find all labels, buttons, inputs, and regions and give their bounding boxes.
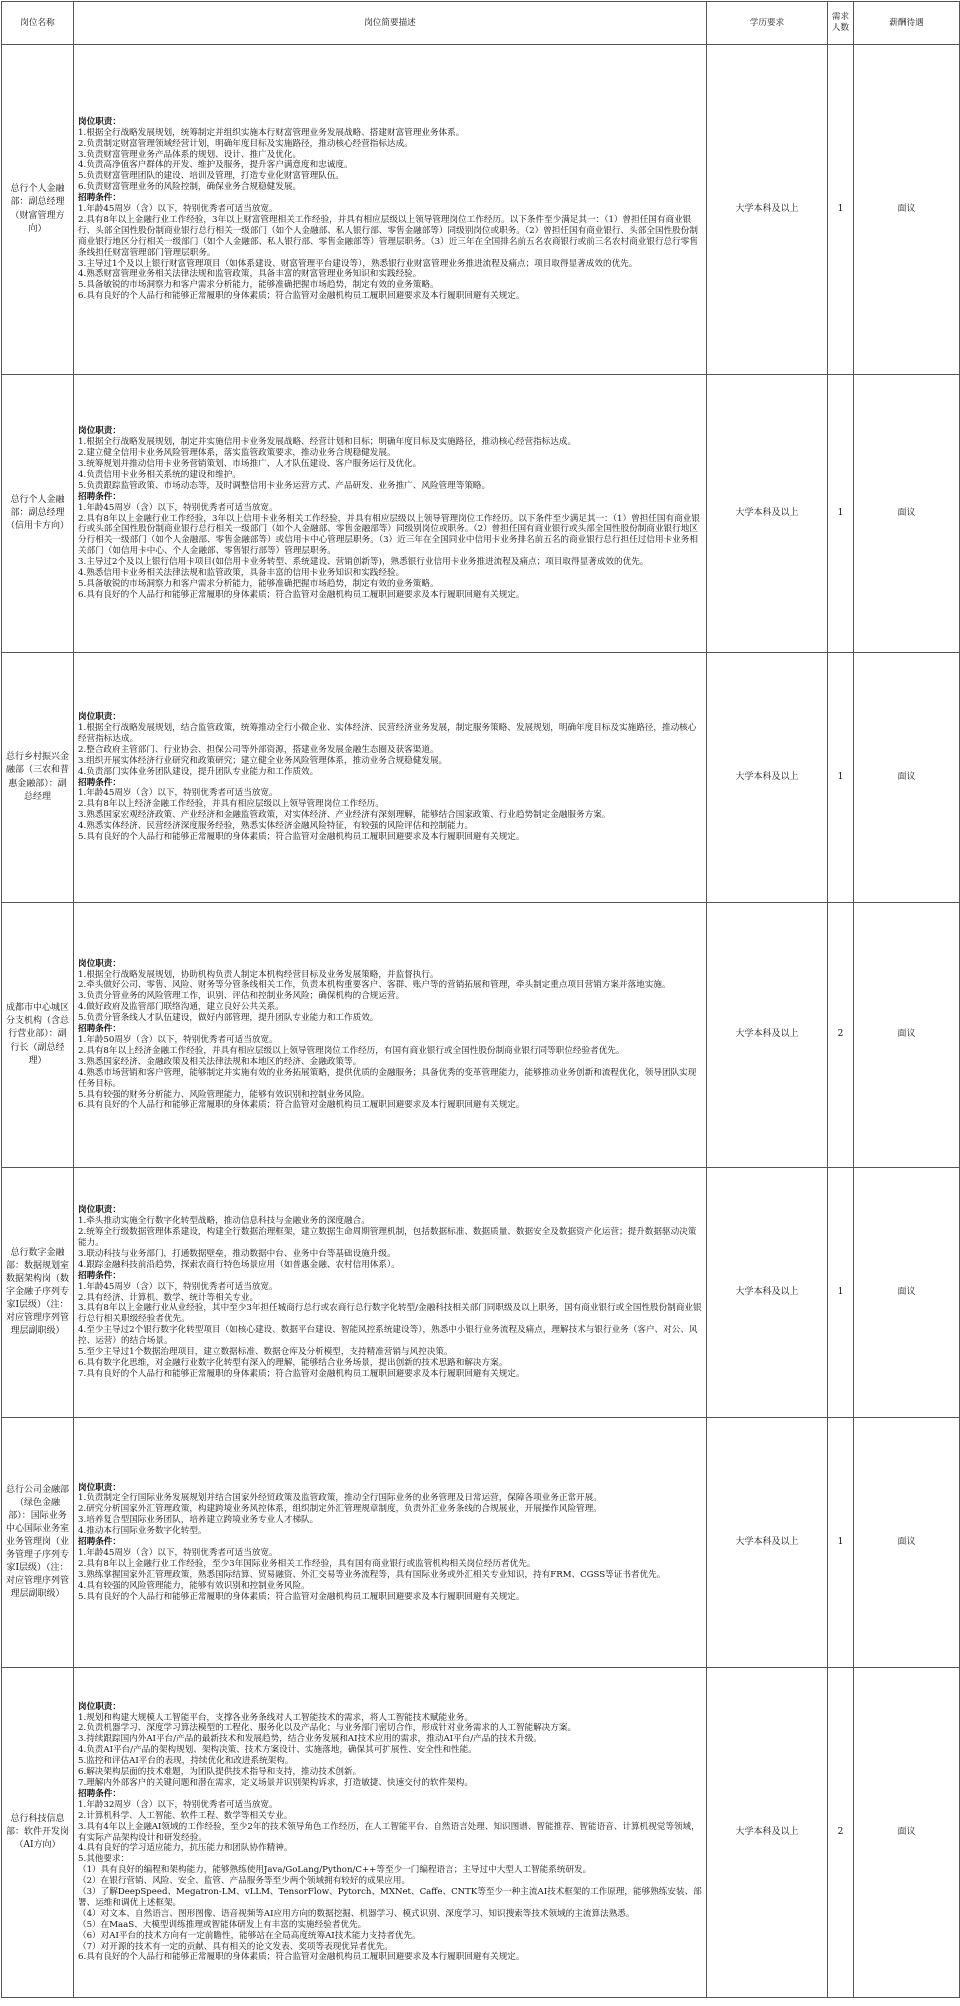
duty-item: 3.负责财富管理业务产品体系的规划、设计、推广及优化。 [78,149,302,160]
duty-item: 4.负责信用卡业务相关系统的建设和维护。 [78,469,241,480]
headcount: 1 [828,1168,854,1418]
table-row [2,1168,960,1418]
condition-item: 1.年龄50周岁（含）以下，特别优秀者可适当放宽。 [78,1035,278,1045]
salary: 面议 [854,1168,960,1418]
position-title: 总行科技信息部：软件开发岗（AI方向） [2,1668,74,1998]
duties-heading: 岗位职责： [78,426,121,437]
condition-item: 6.具有良好的个人品行和能够正常履职的身体素质；符合监管对金融机构员工履职回避要求及本行履职回避有关规定。 [78,1100,525,1111]
condition-item: 4.熟悉信用卡业务相关法律法规和监管政策，具备丰富的信用卡业务知识和实践经验。 [78,568,405,579]
duty-item: 1.根据全行战略发展规划，统筹制定并组织实施本行财富管理业务发展战略、搭建财富管理业务体系。 [78,127,465,138]
condition-item: 1.年龄45周岁（含）以下，特别优秀者可适当放宽。 [78,502,278,513]
condition-item: （7）对开源的技术有一定的贡献、具有相关的论文发表、奖项等表现优异者优先。 [78,1941,393,1952]
condition-item: 6.具有良好的个人品行和能够正常履职的身体素质；符合监管对金融机构员工履职回避要求及本行履职回避有关规定。 [78,1952,525,1963]
duty-item: 1.牵头推动实施全行数字化转型战略，推动信息科技与金融业务的深度融合。 [78,1216,370,1227]
condition-item: （6）对AI平台的技术方向有一定前瞻性，能够站在全局高度统筹AI技术能力支持者优先。 [78,1930,421,1941]
condition-item: 1.年龄45周岁（含）以下，特别优秀者可适当放宽。 [78,788,278,799]
condition-item: 5.具有良好的个人品行和能够正常履职的身体素质；符合监管对金融机构员工履职回避要求及本行履职回避有关规定。 [78,832,525,843]
duty-item: 2.负责机器学习、深度学习算法模型的工程化、服务化以及产品化；与业务部门密切合作，形成针对业务需求的人工智能解决方案。 [78,1723,577,1734]
duty-item: 3.联动科技与业务部门，打通数据壁垒，推动数据中台、业务中台等基础设施升级。 [78,1248,396,1259]
salary: 面议 [854,903,960,1168]
conditions-heading: 招聘条件： [78,193,121,204]
condition-item: 2.具有8年以上金融行业工作经验，至少3年国际业务相关工作经验，具有国有商业银行或监管机构相关岗位经历者优先。 [78,1558,536,1569]
condition-item: 3.熟悉国家经济、金融政策及相关法律法规和本地区的经济、金融政策等。 [78,1056,362,1067]
position-description [74,653,707,903]
condition-item: 6.具有数字化思维，对金融行业数字化转型有深入的理解，能够结合业务场景，提出创新的技术思路和解决方案。 [78,1357,508,1368]
condition-item: 5.具备敏锐的市场洞察力和客户需求分析能力，能够准确把握市场趋势，制定有效的业务策略。 [78,280,439,291]
header-description: 岗位简要描述 [74,2,707,45]
position-description [74,903,707,1168]
education-requirement: 大学本科及以上 [707,45,828,375]
salary: 面议 [854,1418,960,1668]
condition-item: 4.至少主导过2个银行数字化转型项目（如核心建设、数据平台建设、智能风控系统建设等），熟悉中小银行业务流程及痛点，理解技术与银行业务（客户、对公、风控、运营）的结合场景。 [78,1325,698,1347]
duty-item: 5.监控和评估AI平台的表现，持续优化和改进系统架构。 [78,1756,294,1767]
duty-item: 1.规划和构建大规模人工智能平台，支撑各业务条线对人工智能技术的需求，将人工智能技术赋能业务。 [78,1712,473,1723]
condition-item: 2.计算机科学、人工智能、软件工程、数学等相关专业。 [78,1810,293,1821]
conditions-heading: 招聘条件： [78,1788,121,1799]
duty-item: 3.持续跟踪国内外AI平台/产品的最新技术和发展趋势，结合业务发展和AI技术应用的需求，推动AI平台/产品的技术升级。 [78,1734,542,1745]
position-description [74,375,707,653]
salary: 面议 [854,653,960,903]
condition-item: （5）在MaaS、大模型训练推理或智能体研发上有丰富的实施经验者优先。 [78,1919,367,1930]
condition-item: 6.具有良好的个人品行和能够正常履职的身体素质；符合监管对金融机构员工履职回避要求及本行履职回避有关规定。 [78,291,525,302]
duty-item: 1.根据全行战略发展规划，制定并实施信用卡业务发展战略、经营计划和目标；明确年度目标及实施路径，推动核心经营指标达成。 [78,437,577,448]
table-header-row [2,2,960,45]
duty-item: 5.负责跟踪监管政策、市场动态等，及时调整信用卡业务运营方式、产品研发、业务推广、风险管理等策略。 [78,480,491,491]
condition-item: 4.具有较强的风险管理能力，能够有效识别和控制业务风险。 [78,1580,310,1591]
duties-heading: 岗位职责： [78,1482,121,1493]
position-title: 总行数字金融部：数据规划室数据架构岗（数字金融子序列专家I层级）（注：对应管理序列管理层副职级） [2,1168,74,1418]
duties-heading: 岗位职责： [78,1701,121,1712]
condition-item: 4.具有良好的学习适应能力，抗压能力和团队协作精神。 [78,1843,293,1854]
duty-item: 6.解决架构层面的技术难题，为团队提供技术指导和支持，推动技术创新。 [78,1767,362,1778]
duty-item: 1.根据全行战略发展规划，结合监管政策，统筹推动全行小微企业、实体经济、民营经济业务发展，制定服务策略、发展规划，明确年度目标及实施路径，推动核心经营指标达成。 [78,722,697,744]
conditions-heading: 招聘条件： [78,1537,121,1548]
condition-item: （4）对文本、自然语言、图形图像、语音视频等AI应用方向的数据挖掘、机器学习、模式识别、深度学习、知识搜索等技术领域的主流算法熟悉。 [78,1908,635,1919]
duty-item: 4.负责部门实体业务团队建设，提升团队专业能力和工作质效。 [78,766,319,777]
condition-item: 2.具有8年以上金融行业工作经验，3年以上财富管理相关工作经验，并具有相应层级以上领导管理岗位工作经历。以下条件至少满足其一：（1）曾担任国有商业银行、头部全国性股份制商业银行总行相关一级部门（如个人金融部、私人银行部、零售金融部等）同级别岗位或职务。（2）曾担任国有商业银行、头部全国性股份制商业银行地区分行相关一级部门（如个人金融部、私人银行部、零售金融部等）管理层职务。（3）近三年在全国排名前五名农商银行或前三名农村商业银行总行零售条线担任财富管理部门管理层职务。 [78,214,698,258]
header-position: 岗位名称 [2,2,74,45]
duty-item: 3.培养复合型国际业务团队，培养建立跨境业务专业人才梯队。 [78,1515,319,1526]
education-requirement: 大学本科及以上 [707,903,828,1168]
conditions-heading: 招聘条件： [78,1270,121,1281]
condition-item: 5.具备敏锐的市场洞察力和客户需求分析能力，能够准确把握市场趋势，制定有效的业务策略。 [78,578,439,589]
salary: 面议 [854,1668,960,1998]
condition-item: （1）具有良好的编程和架构能力，能够熟练使用Java/GoLang/Python/C++等至少一门编程语言；主导过中大型人工智能系统研发。 [78,1865,592,1876]
conditions-heading: 招聘条件： [78,491,121,502]
condition-item: 3.具有4年以上金融AI领域的工作经验，至少2年的技术领导角色工作经历，在人工智能平台、自然语言处理、知识图谱、智能推荐、智能语音、计算机视觉等领域，有实际产品架构设计和研发经验。 [78,1821,700,1843]
duty-item: 3.组织开展实体经济行业研究和政策研究；建立健全业务风险管理体系，推动业务合规稳健发展。 [78,755,448,766]
table-row [2,45,960,375]
position-title: 成都市中心城区分支机构（含总行营业部）：副行长（副总经理） [2,903,74,1168]
header-salary: 薪酬待遇 [854,2,960,45]
conditions-heading: 招聘条件： [78,777,121,788]
position-description [74,1168,707,1418]
table-row [2,1668,960,1998]
education-requirement: 大学本科及以上 [707,1168,828,1418]
duties-heading: 岗位职责： [78,1205,121,1216]
education-requirement: 大学本科及以上 [707,1668,828,1998]
condition-item: 7.具有良好的个人品行和能够正常履职的身体素质；符合监管对金融机构员工履职回避要求及本行履职回避有关规定。 [78,1368,525,1379]
position-title: 总行公司金融部（绿色金融部）：国际业务中心国际业务室业务管理岗（业务管理子序列专家I层级）（注：对应管理序列管理层副职级） [2,1418,74,1668]
position-title: 总行个人金融部：副总经理（财富管理方向） [2,45,74,375]
condition-item: 4.熟悉实体经济、民营经济深度服务经验，熟悉实体经济金融风险特征，有较强的风险评估和控制能力。 [78,821,473,832]
position-description [74,1668,707,1998]
condition-item: 3.主导过1个及以上银行财富管理项目（如体系建设、财富管理平台建设等），熟悉银行业财富管理业务推进流程及痛点；项目取得显著成效的优先。 [78,258,638,269]
condition-item: 5.具有较强的财务分析能力、风险管理能力，能够有效识别和控制业务风险。 [78,1089,370,1100]
duty-item: 6.负责财富管理业务的风险控制，确保业务合规稳健发展。 [78,182,302,193]
duty-item: 3.统筹规划并推动信用卡业务营销策划、市场推广、人才队伍建设、客户服务运行及优化。 [78,458,422,469]
headcount: 1 [828,45,854,375]
education-requirement: 大学本科及以上 [707,1418,828,1668]
duty-item: 5.负责财富管理团队的建设、培训及管理，打造专业化财富管理队伍。 [78,171,345,182]
condition-item: 1.年龄45周岁（含）以下，特别优秀者可适当放宽。 [78,1547,278,1558]
header-headcount: 需求人数 [828,2,854,45]
duty-item: 4.负责高净值客户群体的开发、维护及服务，提升客户满意度和忠诚度。 [78,160,353,171]
education-requirement: 大学本科及以上 [707,375,828,653]
headcount: 1 [828,375,854,653]
duty-item: 4.推动本行国际业务数字化转型。 [78,1526,207,1537]
headcount: 2 [828,903,854,1168]
condition-item: 1.年龄45周岁（含）以下，特别优秀者可适当放宽。 [78,1281,278,1292]
table-row [2,653,960,903]
condition-item: 3.熟悉国家宏观经济政策、产业经济和金融监管政策，对实体经济、产业经济有深刻理解，能够结合国家政策、行业趋势制定金融服务方案。 [78,810,611,821]
headcount: 1 [828,1418,854,1668]
salary: 面议 [854,45,960,375]
condition-item: 3.具有8年以上金融行业从业经验，其中至少3年担任城商行总行或农商行总行数字化转型/金融科技相关部门同职级及以上职务，国有商业银行或全国性股份制商业银行总行相关职级经验者优先。 [78,1303,702,1325]
duty-item: 2.统筹全行级数据管理体系建设，构建全行数据治理框架，建立数据生命周期管理机制，包括数据标准、数据质量、数据安全及数据资产化运营；提升数据驱动决策能力。 [78,1227,697,1248]
condition-item: 2.具有经济、计算机、数学、统计等相关专业。 [78,1292,259,1303]
condition-item: 4.熟悉财富管理业务相关法律法规和监管政策，具备丰富的财富管理业务知识和实践经验。 [78,269,422,280]
education-requirement: 大学本科及以上 [707,653,828,903]
position-description [74,45,707,375]
conditions-heading: 招聘条件： [78,1024,121,1035]
duty-item: 4.跟踪金融科技前沿趋势，探索农商行特色场景应用（如普惠金融、农村信用体系）。 [78,1259,400,1270]
table-row [2,903,960,1168]
condition-item: 2.具有8年以上金融行业工作经验，3年以上信用卡业务相关工作经验，并具有相应层级以上领导管理岗位工作经历。以下条件至少满足其一：（1）曾担任国有商业银行或头部全国性股份制商业银行总行相关一级部门（如个人金融部、零售金融部等）同级别岗位或职务。（2）曾担任国有商业银行或头部全国性股份制商业银行地区分行相关一级部门（如个人金融部、零售金融部等）或信用卡中心管理层职务。（3）近三年在全国同业中信用卡业务排名前五名的商业银行总行担任过信用卡业务相关部门（如信用卡中心、个人金融部、零售银行部等）管理层职务。 [78,513,700,557]
condition-item: 3.熟练掌握国家外汇管理政策，熟悉国际结算、贸易融资、外汇交易等业务流程等，具有国际业务或外汇相关专业知识，持有FRM、CGSS等证书者优先。 [78,1569,666,1580]
condition-item: 3.主导过2个及以上银行信用卡项目(如信用卡业务转型、系统建设、营销创新等)，熟悉银行业信用卡业务推进流程及痛点；项目取得显著成效的优先。 [78,557,649,568]
condition-item: 2.具有8年以上经济金融工作经验，并具有相应层级以上领导管理岗位工作经历，有国有商业银行或全国性股份制商业银行同等职位经验者优先。 [78,1045,625,1056]
condition-item: 2.具有8年以上经济金融工作经验，并具有相应层级以上领导管理岗位工作经历。 [78,799,384,810]
table-row [2,375,960,653]
headcount: 2 [828,1668,854,1998]
duty-item: 2.建立健全信用卡业务风险管理体系，落实监管政策要求，推动业务合规稳健发展。 [78,448,396,459]
duty-item: 2.整合政府主管部门、行业协会、担保公司等外部资源，搭建业务发展金融生态圈及获客渠道。 [78,744,439,755]
job-table [1,1,960,1998]
condition-item: 4.熟悉市场营销和客户管理，能够制定并实施有效的业务拓展策略，提供优质的金融服务；具备优秀的变革管理能力，能够推动业务创新和流程优化，领导团队实现任务目标。 [78,1067,697,1089]
duty-item: 5.负责分管条线人才队伍建设，做好内部管理，提升团队专业能力和工作质效。 [78,1013,379,1024]
condition-item: （3）了解DeepSpeed、Megatron-LM、vLLM、TensorFlow、Pytorch、MXNet、Caffe、CNTK等至少一种主流AI技术框架的工作原理，能够熟练安装、部署、运维和调优上述框架。 [78,1887,702,1908]
duties-heading: 岗位职责： [78,116,121,127]
position-title: 总行乡村振兴金融部（三农和普惠金融部）：副总经理 [2,653,74,903]
duty-item: 4.做好政府及监管部门联络沟通，建立良好公共关系。 [78,1002,284,1013]
duty-item: 1.负责制定全行国际业务发展规划并结合国家外经贸政策及监管政策，推动全行国际业务的业务管理及日常运营，保障各项业务正常开展。 [78,1493,602,1504]
headcount: 1 [828,653,854,903]
condition-item: 5.具有良好的个人品行和能够正常履职的身体素质；符合监管对金融机构员工履职回避要求及本行履职回避有关规定。 [78,1591,525,1602]
duty-item: 2.负责制定财富管理领域经营计划，明确年度目标及实施路径，推动核心经营指标达成。 [78,138,413,149]
table-row [2,1418,960,1668]
condition-item: 6.具有良好的个人品行和能够正常履职的身体素质；符合监管对金融机构员工履职回避要求及本行履职回避有关规定。 [78,589,525,600]
position-title: 总行个人金融部：副总经理（信用卡方向） [2,375,74,653]
header-education: 学历要求 [707,2,828,45]
salary: 面议 [854,375,960,653]
condition-item: 1.年龄45周岁（含）以下，特别优秀者可适当放宽。 [78,204,278,215]
condition-item: 1.年龄32周岁（含）以下，特别优秀者可适当放宽。 [78,1799,278,1810]
duties-heading: 岗位职责： [78,712,121,723]
condition-item: 5.其他要求： [78,1854,130,1865]
duties-heading: 岗位职责： [78,958,121,969]
duty-item: 4.负责AI平台/产品的架构规划、架构决策、技术方案设计、实施落地，确保其可扩展性、安全性和性能。 [78,1745,477,1756]
duty-item: 7.理解内外部客户的关键问题和潜在需求，定义场景并识别架构诉求，打造敏捷、快速交付的软件架构。 [78,1777,473,1788]
duty-item: 3.负责分管业务的风险管理工作，识别、评估和控制业务风险；确保机构的合规运营。 [78,991,405,1002]
duty-item: 2.研究分析国家外汇管理政策，构建跨境业务风控体系，组织制定外汇管理规章制度，负责外汇业务条线的合规展业，开展操作风险管理。 [78,1504,602,1515]
position-description [74,1418,707,1668]
condition-item: 5.至少主导过1个数据治理项目，建立数据标准、数据仓库及分析模型，支持精准营销与风控决策。 [78,1347,453,1358]
duty-item: 2.牵头做好公司、零售、风险、财务等分管条线相关工作，负责本机构重要客户、客群、账户等的营销拓展和管理，牵头制定重点项目营销方案并落地实施。 [78,980,671,991]
condition-item: （2）在银行营销、风险、安全、监管、产品服务等至少两个领域拥有较好的成果应用。 [78,1876,411,1887]
duty-item: 1.根据全行战略发展规划，协助机构负责人制定本机构经营目标及业务发展策略，并监督执行。 [78,969,439,980]
